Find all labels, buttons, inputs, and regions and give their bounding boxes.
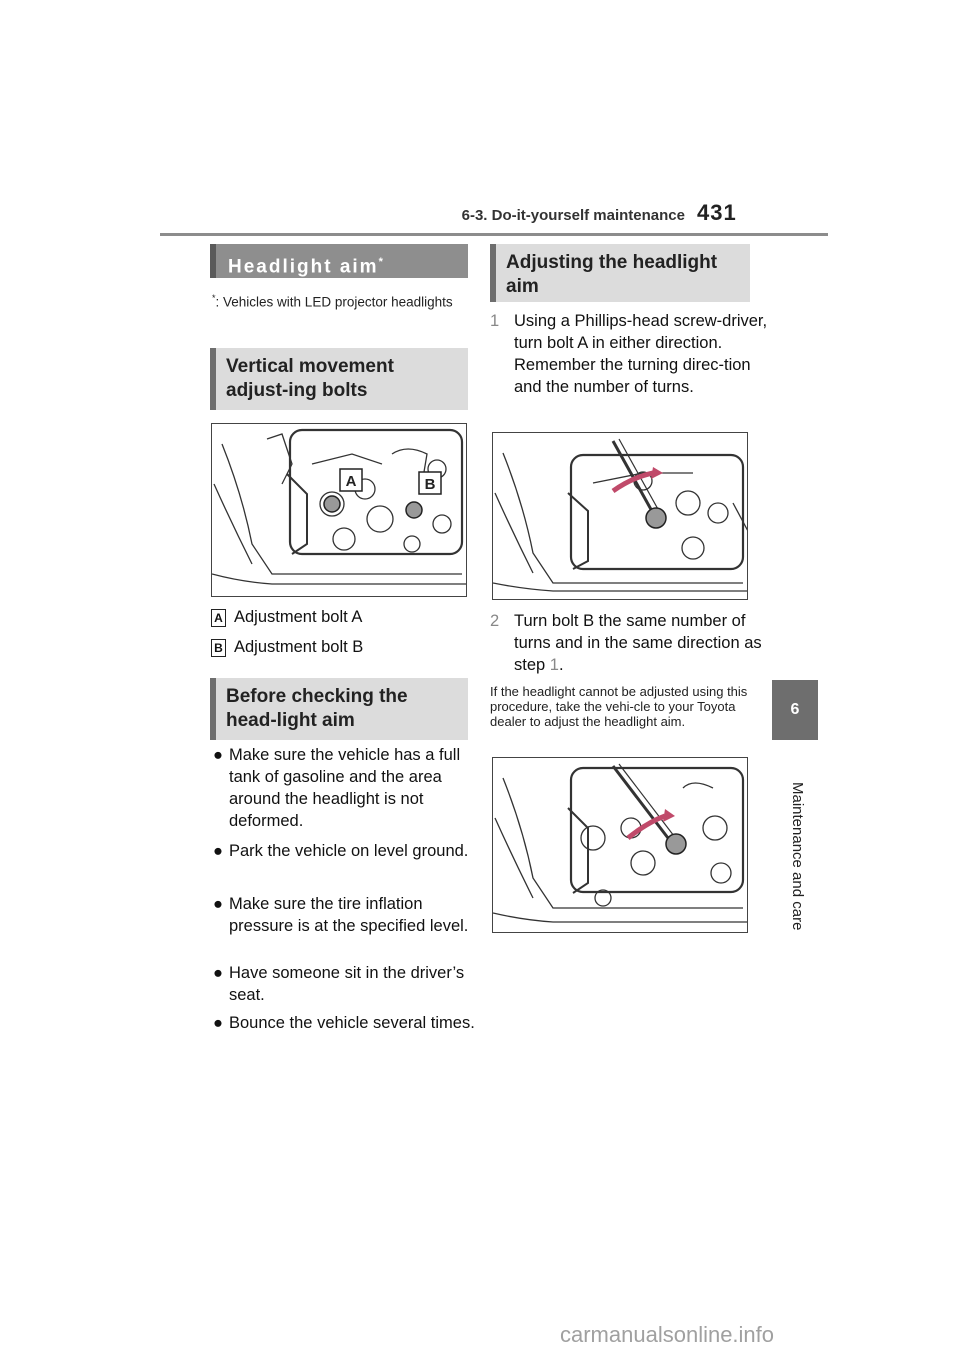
- step-number: 2: [490, 612, 500, 630]
- chapter-side-label: Maintenance and care: [789, 782, 806, 931]
- headlight-aim-heading: [210, 244, 468, 278]
- callout-b-row: [211, 636, 466, 658]
- bullet-text: Have someone sit in the driver’s seat.: [229, 964, 465, 1004]
- bullet-text: Make sure the tire inflation pressure is at the specified level.: [229, 895, 469, 935]
- header-rule: [160, 233, 828, 236]
- callout-b-box: B: [211, 639, 226, 657]
- before-checking-heading: Before checking the head-light aim: [210, 678, 468, 740]
- chapter-tab: 6: [772, 680, 818, 740]
- headlight-aim-heading-text: Headlight aim: [228, 256, 379, 278]
- section-title: 6-3. Do-it-yourself maintenance: [461, 207, 685, 224]
- bolt-location-illustration: [211, 423, 467, 597]
- callout-a-row: [211, 606, 466, 628]
- step-1-line1: Using a Phillips-head screw-driver, turn bolt A in either direction.: [514, 312, 768, 352]
- step-2-text: Turn bolt B the same number of turns and in the same direction as step: [514, 612, 762, 674]
- bolt-a-marker: [324, 496, 340, 512]
- footnote-mark: *: [212, 293, 216, 303]
- callout-a-label: Adjustment bolt A: [234, 608, 363, 626]
- bolt-b-marker: [666, 834, 686, 854]
- bullet-item: ● Park the vehicle on level ground.: [213, 842, 469, 860]
- page-number: 431: [697, 200, 737, 225]
- illus-label-b: B: [424, 476, 436, 493]
- step-reference: 1: [549, 656, 559, 674]
- engine-bay-drawing: [493, 433, 748, 600]
- bolt-b-marker: [406, 502, 422, 518]
- bullet-item: ● Have someone sit in the driver’s seat.: [213, 964, 465, 1004]
- adjust-note: If the headlight cannot be adjusted using this procedure, take the vehi-cle to your Toyota dealer to adjust the headlight aim.: [490, 684, 748, 729]
- watermark: carmanualsonline.info: [560, 1322, 775, 1347]
- engine-bay-drawing: [493, 758, 748, 933]
- vertical-bolts-heading: Vertical movement adjust-ing bolts: [210, 348, 468, 410]
- step-number: 1: [490, 312, 500, 330]
- footnote: [212, 290, 462, 311]
- footnote-text: : Vehicles with LED projector headlights: [215, 294, 453, 310]
- bullet-item: ● Make sure the tire inflation pressure is at the specified level.: [213, 895, 469, 935]
- bullet-text: Park the vehicle on level ground.: [229, 842, 469, 860]
- step-1: [490, 310, 774, 398]
- callout-b-label: Adjustment bolt B: [234, 638, 364, 656]
- turn-bolt-a-illustration: [492, 432, 748, 600]
- bullet-item: ● Bounce the vehicle several times.: [213, 1014, 475, 1032]
- illus-label-a: A: [345, 473, 357, 490]
- adjusting-heading: Adjusting the headlight aim: [490, 244, 750, 302]
- bullet-text: Bounce the vehicle several times.: [229, 1014, 475, 1032]
- bolt-a-marker: [646, 508, 666, 528]
- bullet-item: ● Make sure the vehicle has a full tank of gasoline and the area around the headlight is not deformed.: [213, 746, 461, 830]
- step-2-end: .: [558, 656, 564, 674]
- step-1-line2: Remember the turning direc-tion and the number of turns.: [514, 356, 751, 396]
- callout-a-box: A: [211, 609, 226, 627]
- asterisk-mark: *: [378, 256, 385, 268]
- turn-bolt-b-illustration: [492, 757, 748, 933]
- step-2: [490, 610, 774, 676]
- engine-bay-drawing: [212, 424, 467, 597]
- bullet-text: Make sure the vehicle has a full tank of gasoline and the area around the headlight is not deformed.: [229, 746, 461, 830]
